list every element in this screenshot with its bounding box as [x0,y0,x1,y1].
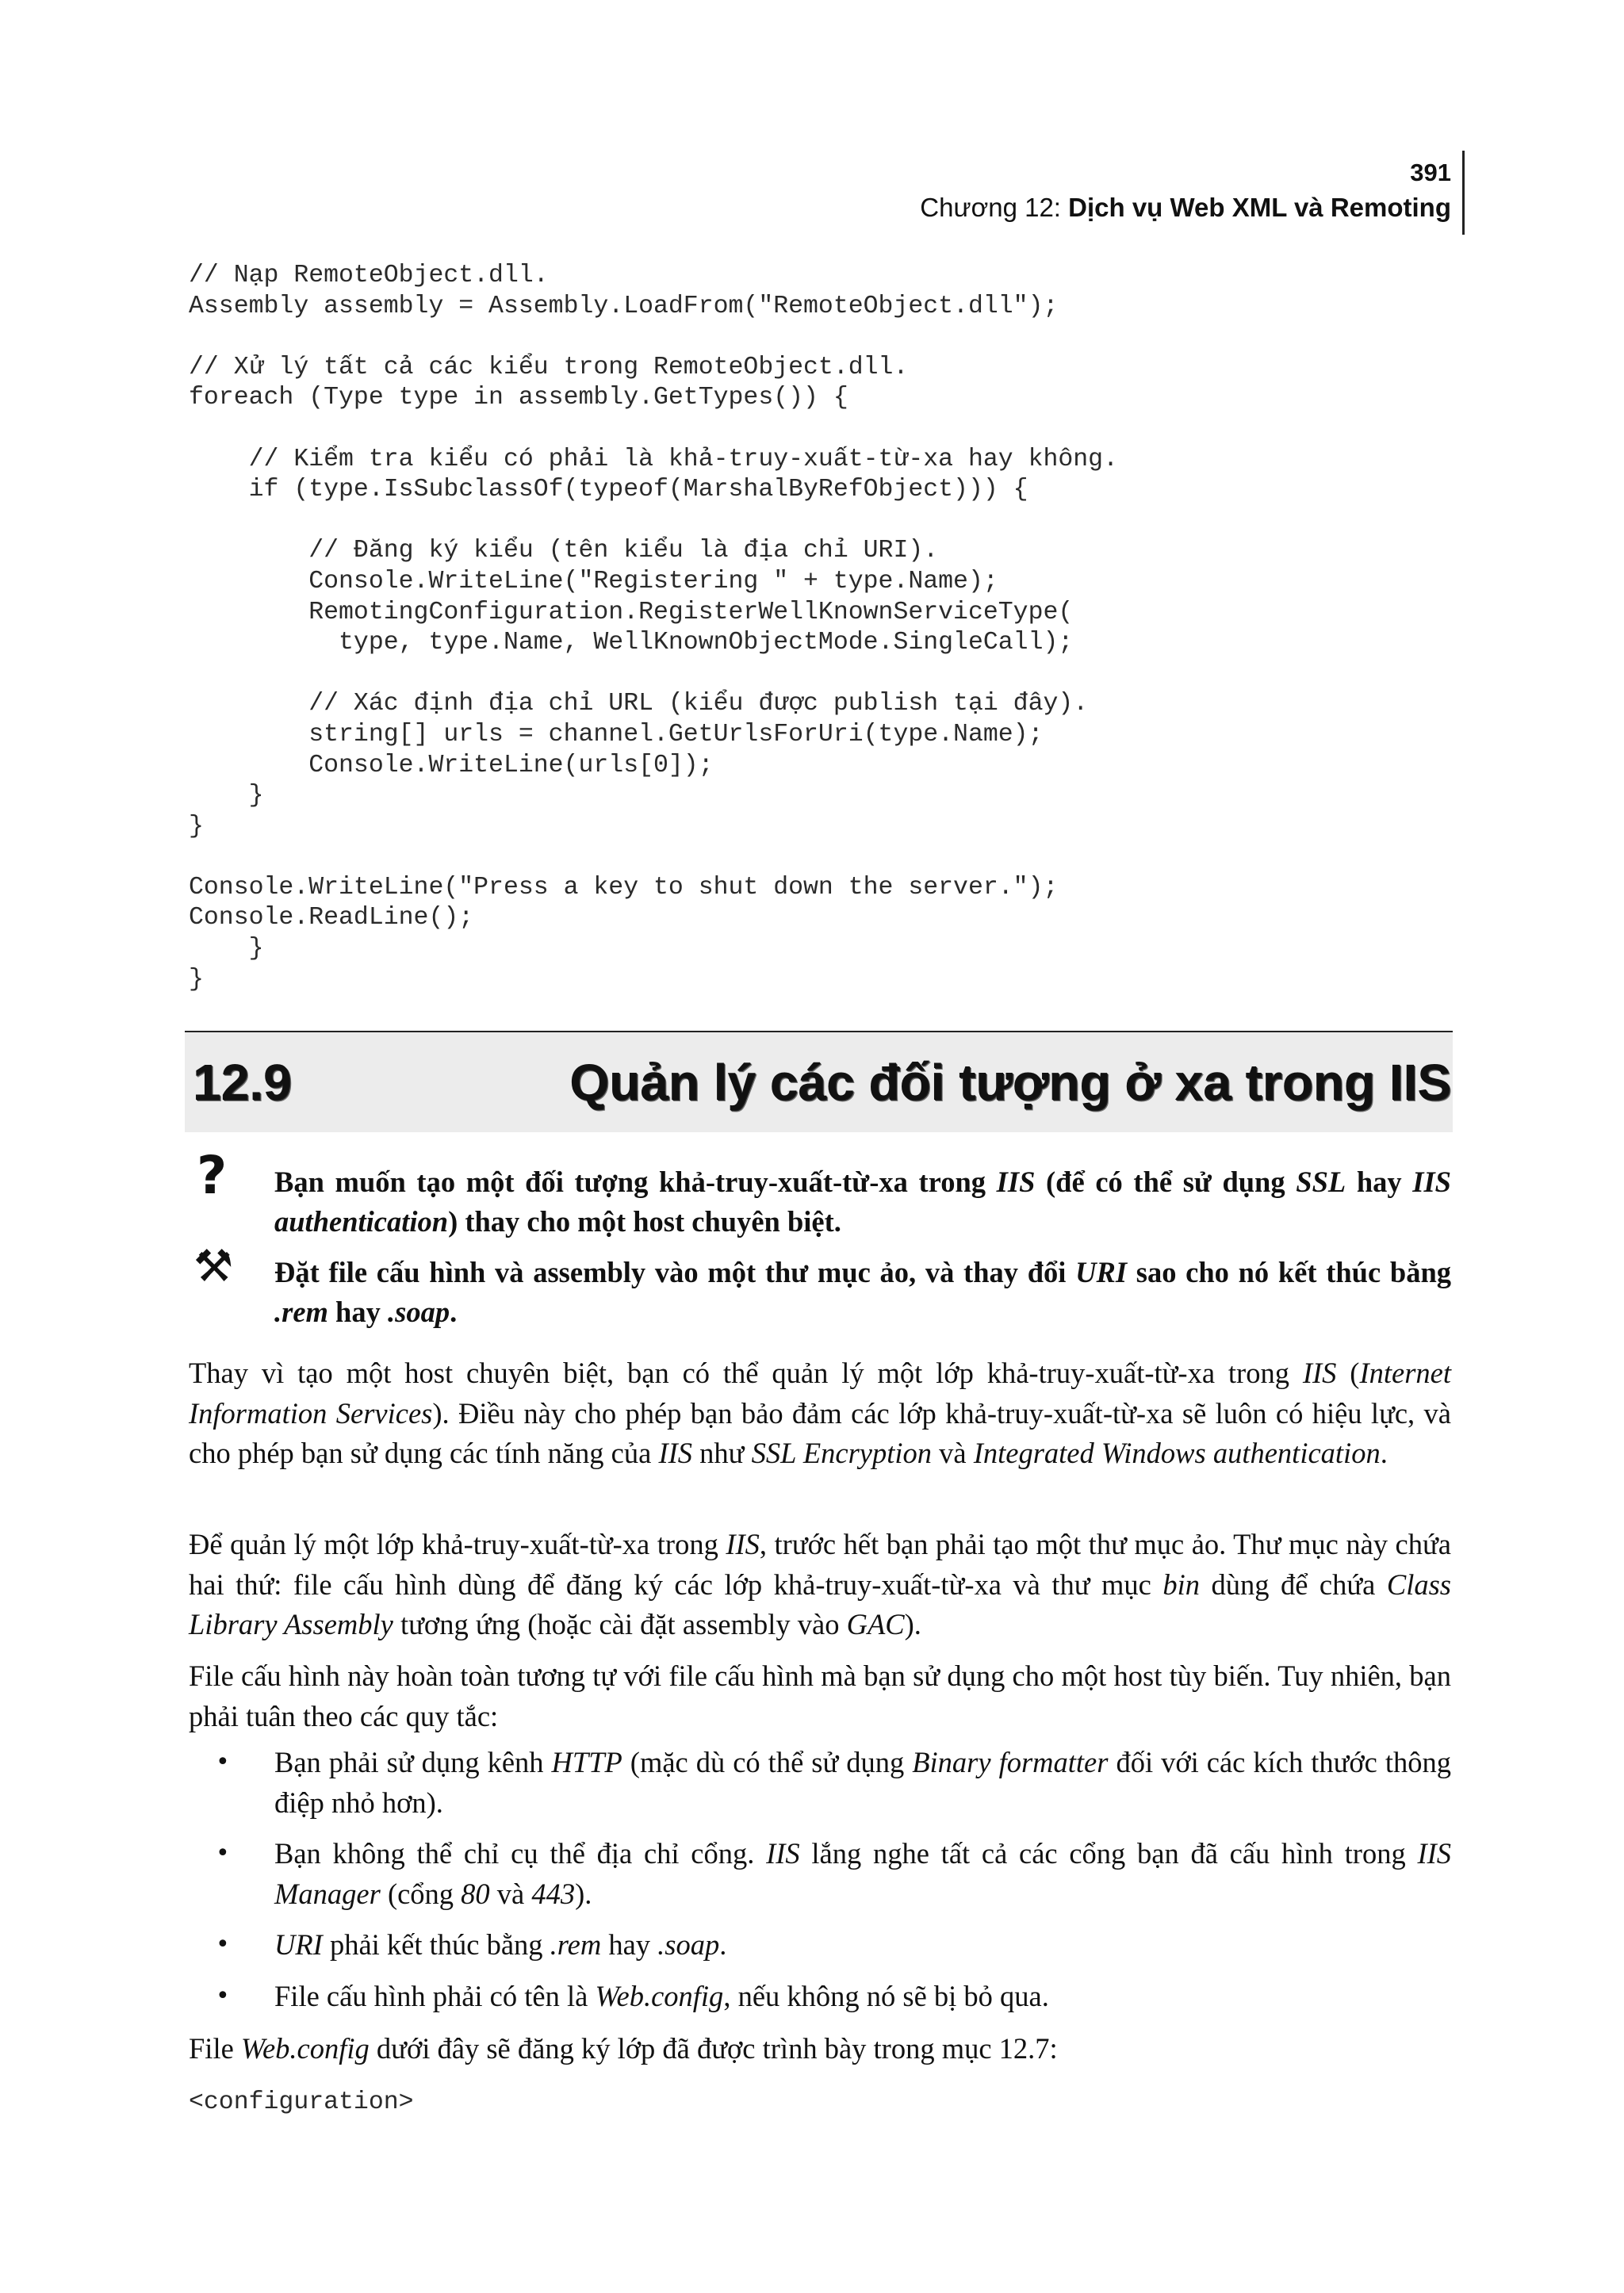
code-line: } [189,965,204,993]
rules-list [189,1743,1451,2027]
solution-term: URI [1075,1256,1128,1288]
text-run: Bạn không thể chỉ cụ thể địa chỉ cổng. [274,1837,767,1870]
page-header [920,155,1451,225]
code-line: type, type.Name, WellKnownObjectMode.SingleCall); [339,629,1074,657]
text-term: .soap [657,1928,720,1961]
text-run: hay [601,1928,658,1961]
text-term: Class Library Assembly [189,1568,1451,1640]
text-run: như [692,1437,752,1469]
text-term: 80 [461,1877,490,1910]
text-run: Để quản lý một lớp khả-truy-xuất-từ-xa trong [189,1528,726,1560]
problem-statement [274,1162,1451,1242]
problem-text: hay [1346,1166,1413,1198]
text-term: Internet Information Services [189,1357,1451,1430]
bullet-icon: • [216,1931,230,1958]
code-line: Console.WriteLine("Press a key to shut down the server."); [189,873,1059,902]
text-run: Thay vì tạo một host chuyên biệt, bạn có thể quản lý một lớp khả-truy-xuất-từ-xa trong [189,1357,1303,1389]
text-run: , nếu không nó sẽ bị bỏ qua. [723,1979,1049,2012]
code-line: if (type.IsSubclassOf(typeof(MarshalByRefObject))) { [248,476,1028,504]
text-term: 443 [531,1877,576,1910]
text-run: File cấu hình phải có tên là [274,1979,596,2012]
text-run: . [719,1928,727,1961]
solution-statement [274,1253,1451,1332]
section-title: Quản lý các đối tượng ở xa trong IIS [569,1054,1451,1111]
code-snippet: <configuration> [189,2088,414,2116]
chapter-name: Dịch vụ Web XML và Remoting [1068,193,1451,222]
text-term: IIS [658,1437,693,1469]
text-term: URI [274,1928,323,1961]
body-paragraph [189,1525,1451,1645]
code-line: Assembly assembly = Assembly.LoadFrom("RemoteObject.dll"); [189,292,1059,320]
code-line: // Xử lý tất cả các kiểu trong RemoteObject.dll. [189,353,909,381]
problem-term: SSL [1296,1166,1346,1198]
text-term: IIS [726,1528,760,1560]
tools-icon: ⚒ [193,1241,234,1292]
text-term: Binary formatter [912,1746,1109,1778]
code-line: } [189,812,204,840]
text-term: Web.config [240,2032,370,2065]
page-number: 391 [1410,159,1451,186]
text-run: và [932,1437,974,1469]
text-run: tương ứng (hoặc cài đặt assembly vào [393,1608,847,1640]
text-term: IIS [766,1837,800,1870]
code-line: } [248,782,264,810]
code-line: // Xác định địa chỉ URL (kiểu được publish tại đây). [308,690,1089,718]
text-term: IIS Manager [274,1837,1452,1910]
body-paragraph: File cấu hình này hoàn toàn tương tự với file cấu hình mà bạn sử dụng cho một host tùy biến. Tuy nhiên, bạn phải tuân theo các quy tắc: [189,1659,1451,1732]
list-item [189,1977,1451,2017]
code-line: Console.WriteLine("Registering " + type.Name); [308,567,998,595]
problem-text: Bạn muốn tạo một đối tượng khả-truy-xuất-từ-xa trong [274,1166,997,1198]
bullet-icon: • [216,1981,230,2010]
bullet-icon: • [216,1748,230,1776]
section-number: 12.9 [193,1054,292,1111]
text-term: GAC [846,1608,905,1640]
code-listing [189,261,1118,995]
problem-term: IIS authentication [274,1166,1451,1238]
text-run: ( [1336,1357,1360,1389]
code-line: RemotingConfiguration.RegisterWellKnownServiceType( [308,598,1074,626]
solution-text: sao cho nó kết thúc bằng [1127,1256,1451,1288]
text-run: (mặc dù có thể sử dụng [622,1746,913,1778]
text-term: bin [1162,1568,1201,1601]
text-term: Integrated Windows authentication [973,1437,1381,1469]
body-paragraph [189,2029,1451,2069]
list-item [189,1834,1451,1914]
code-line: // Đăng ký kiểu (tên kiểu là địa chỉ URI). [308,537,939,565]
text-term: HTTP [551,1746,622,1778]
body-paragraph [189,1353,1451,1474]
text-term: .rem [550,1928,602,1961]
text-run: ). Điều này cho phép bạn bảo đảm các lớp khả-truy-xuất-từ-xa sẽ luôn có hiệu lực, và cho phép bạn sử dụng các tính năng của [189,1396,1451,1469]
list-item [189,1743,1451,1823]
text-run: . [1380,1437,1388,1469]
code-line: string[] urls = channel.GetUrlsForUri(type.Name); [308,720,1044,748]
chapter-prefix: Chương 12: [920,193,1069,222]
text-run: ). [575,1877,592,1910]
text-run: , trước hết bạn phải tạo một thư mục ảo. Thư mục này chứa hai thứ: file cấu hình dùng để đăng ký các lớp khả-truy-xuất-từ-xa và thư mục [189,1528,1451,1601]
solution-term: .soap [387,1296,450,1328]
question-mark-icon: ? [197,1145,228,1206]
code-line: Console.ReadLine(); [189,904,474,932]
text-run: dưới đây sẽ đăng ký lớp đã được trình bày trong mục 12.7: [369,2032,1058,2065]
problem-term: IIS [996,1166,1036,1198]
text-run: File [189,2032,241,2065]
text-run: và [489,1877,532,1910]
code-line: Console.WriteLine(urls[0]); [308,751,714,779]
code-line: } [248,935,264,963]
text-run: (cổng [380,1877,462,1910]
text-run: đối với các kích thước thông điệp nhỏ hơn). [274,1746,1452,1819]
text-term: Web.config [595,1979,724,2012]
solution-term: .rem [274,1296,328,1328]
problem-text: ) thay cho một host chuyên biệt. [448,1205,841,1238]
problem-text: (để có thể sử dụng [1035,1166,1297,1198]
text-run: ). [904,1608,921,1640]
code-line: foreach (Type type in assembly.GetTypes()) { [189,384,848,412]
code-line: // Nạp RemoteObject.dll. [189,262,549,289]
solution-text: . [450,1296,458,1328]
code-line: // Kiểm tra kiểu có phải là khả-truy-xuất-từ-xa hay không. [248,445,1118,473]
text-run: dùng để chứa [1200,1568,1387,1601]
text-run: phải kết thúc bằng [322,1928,550,1961]
text-run: Bạn phải sử dụng kênh [274,1746,552,1778]
bullet-icon: • [216,1839,230,1867]
chapter-title [920,190,1451,225]
solution-text: Đặt file cấu hình và assembly vào một thư mục ảo, và thay đổi [274,1256,1076,1288]
list-item [189,1925,1451,1966]
solution-text: hay [327,1296,388,1328]
header-divider [1462,151,1465,235]
text-run: lắng nghe tất cả các cổng bạn đã cấu hình trong [799,1837,1418,1870]
text-term: SSL Encryption [751,1437,933,1469]
text-term: IIS [1302,1357,1337,1389]
